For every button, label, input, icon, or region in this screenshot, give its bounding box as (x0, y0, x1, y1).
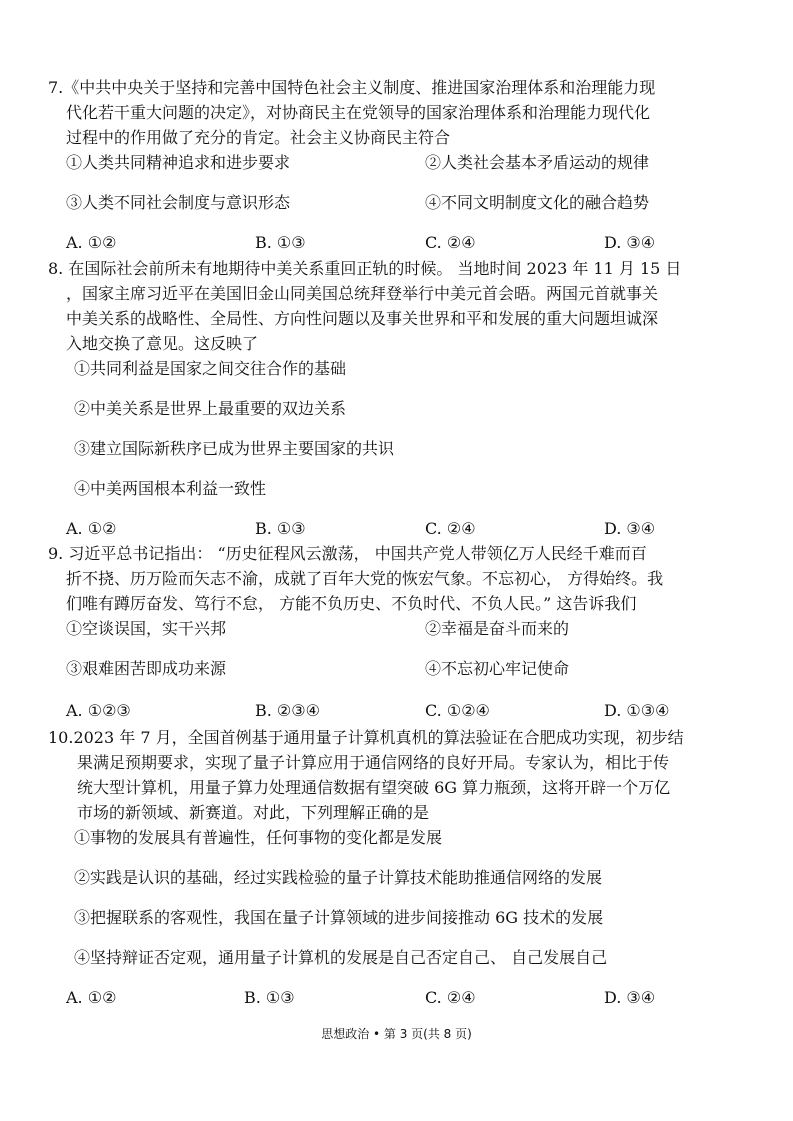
q7-choice-d: D. ③④ (604, 233, 656, 252)
q8-stem-line: 入地交换了意见。这反映了 (66, 334, 259, 353)
q10-stem-line: 市场的新领域、新赛道。对此，下列理解正确的是 (77, 803, 430, 822)
q10-stem-line: 统大型计算机，用量子算力处理通信数据有望突破 6G 算力瓶颈，这将开辟一个万亿 (77, 778, 671, 797)
q9-item: ③艰难困苦即成功来源 (66, 659, 227, 678)
q8-choice-b: B. ①③ (255, 519, 306, 538)
q7-item: ④不同文明制度文化的融合趋势 (425, 193, 650, 212)
q7-choice-b: B. ①③ (255, 233, 306, 252)
q10-stem-line: 10.2023 年 7 月，全国首例基于通用量子计算机真机的算法验证在合肥成功实现，初步结 (48, 728, 684, 747)
q9-stem-line: 们唯有蹲厉奋发、笃行不怠， 方能不负历史、不负时代、不负人民。” 这告诉我们 (66, 594, 637, 613)
q8-stem-line: ，国家主席习近平在美国旧金山同美国总统拜登举行中美元首会晤。两国元首就事关 (66, 284, 659, 303)
q10-choice-c: C. ②④ (425, 988, 476, 1007)
q10-item: ①事物的发展具有普遍性，任何事物的变化都是发展 (74, 828, 443, 847)
q9-choice-d: D. ①③④ (604, 701, 670, 720)
q7-stem-line: 代化若干重大问题的决定》，对协商民主在党领导的国家治理体系和治理能力现代化 (66, 103, 651, 122)
q10-choice-d: D. ③④ (604, 988, 656, 1007)
q9-choice-a: A. ①②③ (66, 701, 131, 720)
q9-item: ④不忘初心牢记使命 (425, 659, 570, 678)
q7-item: ③人类不同社会制度与意识形态 (66, 193, 291, 212)
q8-choice-a: A. ①② (66, 519, 117, 538)
q10-choice-a: A. ①② (66, 988, 117, 1007)
q8-item: ④中美两国根本利益一致性 (74, 479, 267, 498)
q10-choice-b: B. ①③ (244, 988, 295, 1007)
q8-choice-d: D. ③④ (604, 519, 656, 538)
q10-item: ③把握联系的客观性，我国在量子计算领域的进步间接推动 6G 技术的发展 (74, 908, 604, 927)
q7-choice-c: C. ②④ (425, 233, 476, 252)
q8-item: ①共同利益是国家之间交往合作的基础 (74, 359, 347, 378)
q7-choice-a: A. ①② (66, 233, 117, 252)
q9-item: ②幸福是奋斗而来的 (425, 619, 570, 638)
q8-stem-line: 中美关系的战略性、全局性、方向性问题以及事关世界和平和发展的重大问题坦诚深 (66, 309, 659, 328)
q8-item: ②中美关系是世界上最重要的双边关系 (74, 399, 347, 418)
q10-item: ②实践是认识的基础，经过实践检验的量子计算技术能助推通信网络的发展 (74, 868, 603, 887)
q9-item: ①空谈误国，实干兴邦 (66, 619, 227, 638)
q10-stem-line: 果满足预期要求，实现了量子计算应用于通信网络的良好开局。专家认为，相比于传 (77, 753, 670, 772)
q9-choice-b: B. ②③④ (255, 701, 320, 720)
q8-choice-c: C. ②④ (425, 519, 476, 538)
q7-item: ①人类共同精神追求和进步要求 (66, 153, 291, 172)
q9-stem-line: 9. 习近平总书记指出： “历史征程风云激荡， 中国共产党人带领亿万人民经千难而百 (48, 544, 647, 563)
q7-stem-line: 过程中的作用做了充分的肯定。社会主义协商民主符合 (66, 128, 451, 147)
q7-item: ②人类社会基本矛盾运动的规律 (425, 153, 650, 172)
q10-item: ④坚持辩证否定观，通用量子计算机的发展是自己否定自己、 自己发展自己 (74, 948, 608, 967)
q8-item: ③建立国际新秩序已成为世界主要国家的共识 (74, 439, 395, 458)
q7-stem-line: 7.《中共中央关于坚持和完善中国特色社会主义制度、推进国家治理体系和治理能力现 (48, 78, 656, 97)
q9-choice-c: C. ①②④ (425, 701, 490, 720)
q9-stem-line: 折不挠、历万险而矢志不渝，成就了百年大党的恢宏气象。不忘初心， 方得始终。我 (66, 569, 664, 588)
page-footer: 思想政治 • 第 3 页(共 8 页) (321, 1027, 472, 1041)
q8-stem-line: 8. 在国际社会前所未有地期待中美关系重回正轨的时候。 当地时间 2023 年 11 月 15 日 (48, 259, 682, 278)
